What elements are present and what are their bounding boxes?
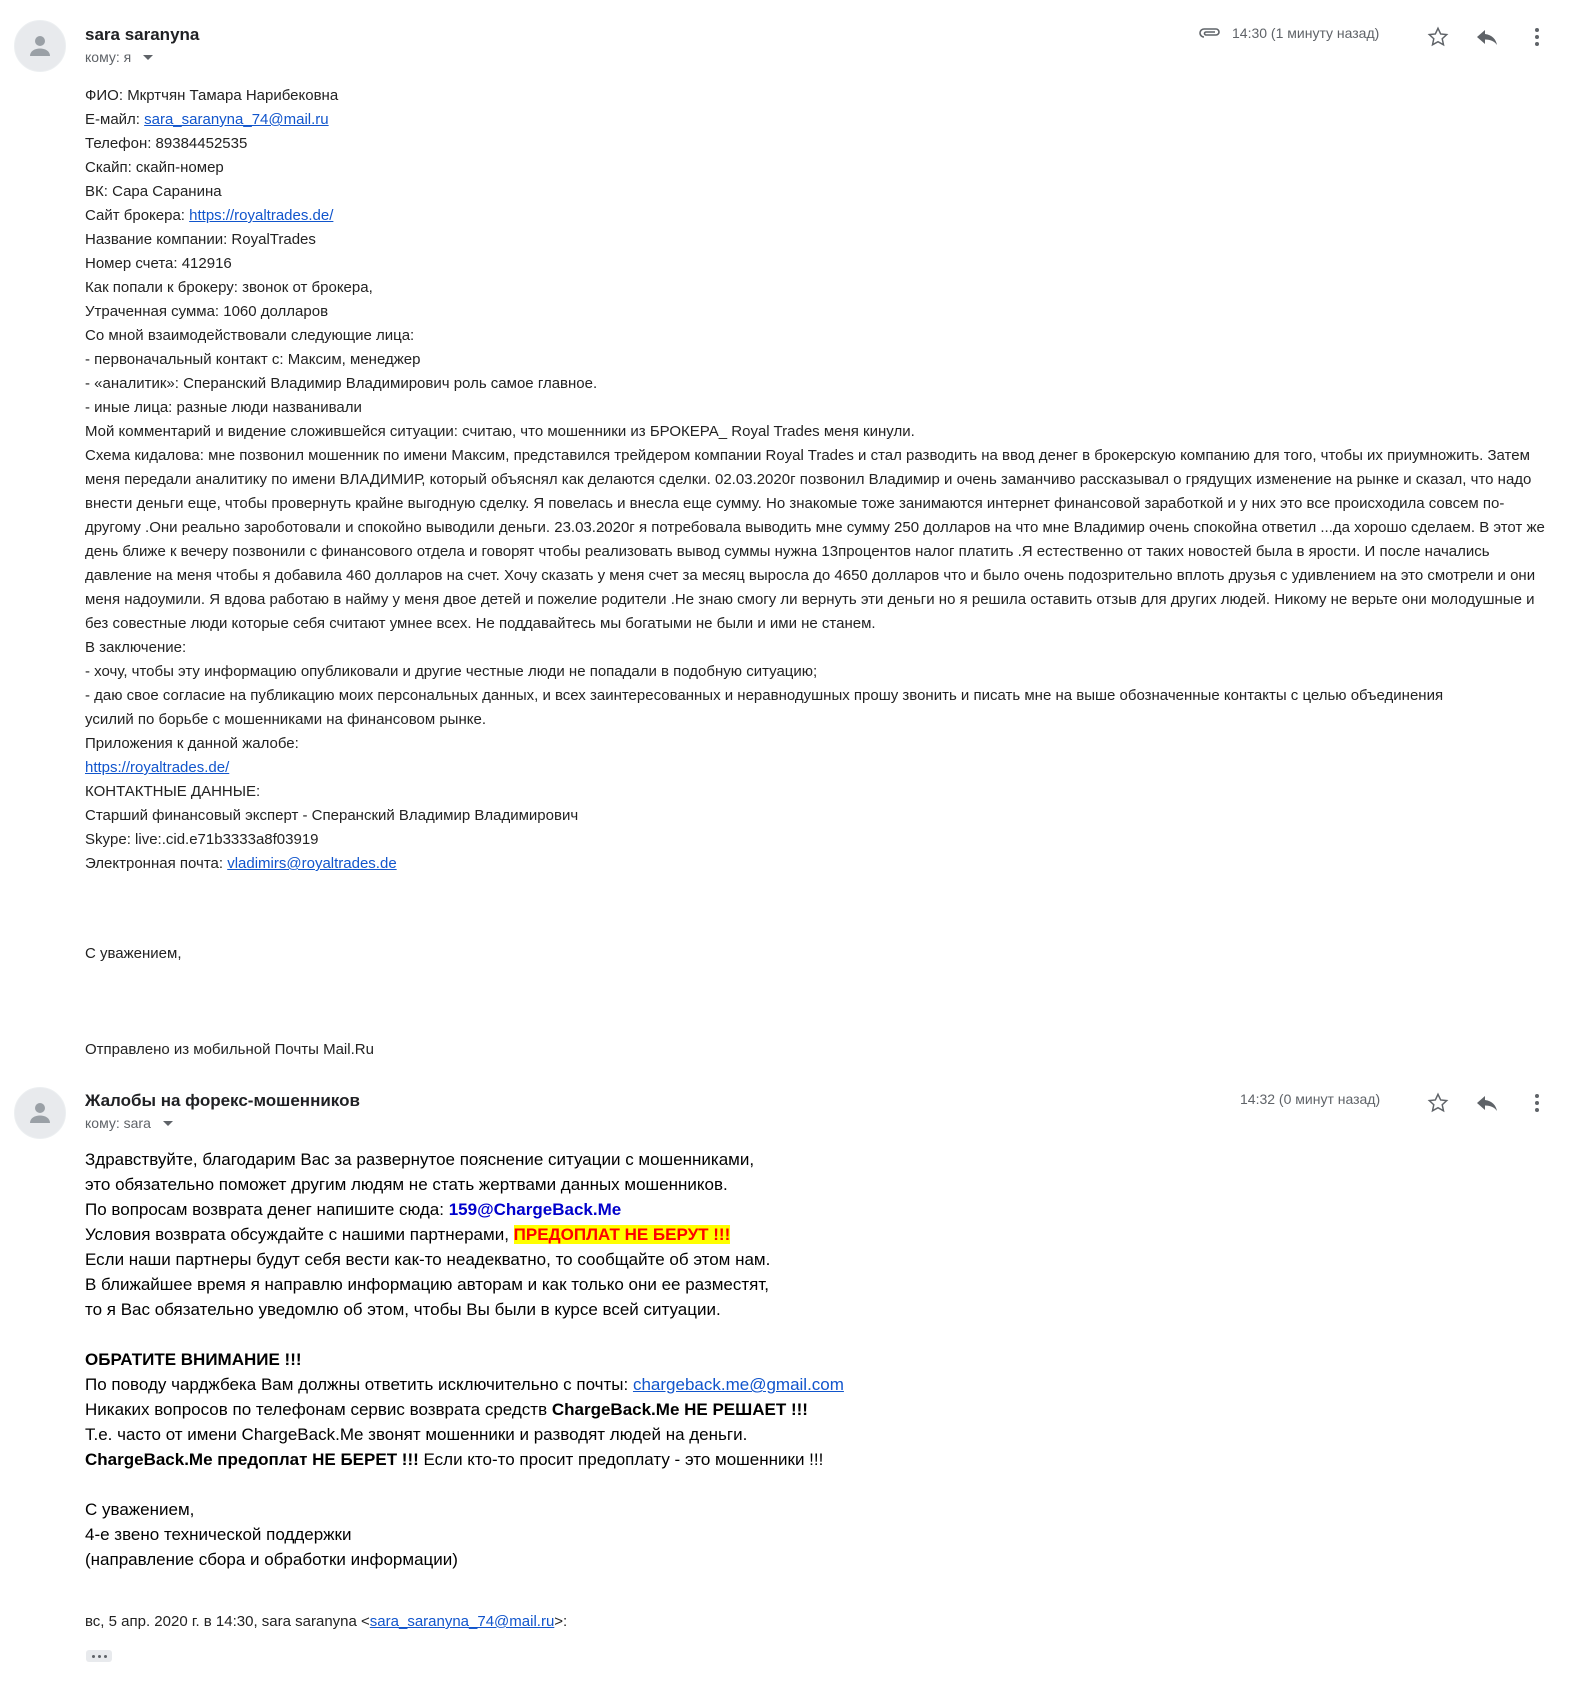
star-icon <box>1427 1092 1449 1114</box>
reply-line-7: то я Вас обязательно уведомлю об этом, чтобы Вы были в курсе всей ситуации. <box>85 1300 721 1319</box>
expert-line: Старший финансовый эксперт - Сперанский Владимир Владимирович <box>85 807 579 824</box>
message-time <box>1240 1091 1380 1107</box>
quote-prefix: вс, 5 апр. 2020 г. в 14:30, sara saranyna < <box>85 1613 370 1630</box>
sent-from-line: Отправлено из мобильной Почты Mail.Ru <box>85 1041 374 1058</box>
reply-line-8-text: По поводу чарджбека Вам должны ответить исключительно с почты: <box>85 1375 633 1394</box>
regards-line: С уважением, <box>85 1500 195 1519</box>
quote-email-link[interactable]: sara_saranyna_74@mail.ru <box>369 1613 555 1630</box>
avatar-icon <box>25 1098 55 1128</box>
attention-heading <box>85 1347 1085 1372</box>
persons-line: Со мной взаимодействовали следующие лица: <box>85 327 415 344</box>
email-label: Е-майл: <box>85 111 145 128</box>
broker-site-link[interactable]: https://royaltrades.de/ <box>189 207 334 224</box>
reply-line-9-text: Никаких вопросов по телефонам сервис возврата средств <box>85 1400 552 1419</box>
company-line: Название компании: RoyalTrades <box>85 231 316 248</box>
recipient-line[interactable] <box>85 49 153 65</box>
sender-avatar[interactable] <box>14 20 66 72</box>
email-2-label: Электронная почта: <box>85 855 228 872</box>
person-2-line: - «аналитик»: Сперанский Владимир Владимирович роль самое главное. <box>85 375 598 392</box>
reply-line-3-text: По вопросам возврата денег напишите сюда: <box>85 1200 449 1219</box>
more-options-button[interactable] <box>1524 1090 1550 1116</box>
reply-icon <box>1475 1093 1499 1113</box>
sender-avatar[interactable] <box>14 1087 66 1139</box>
dropdown-caret-icon[interactable] <box>143 55 153 60</box>
reply-line-9 <box>85 1397 1085 1422</box>
lost-amount-line: Утраченная сумма: 1060 долларов <box>85 303 329 320</box>
chargeback-email[interactable]: 159@ChargeBack.Me <box>448 1200 622 1219</box>
reply-line-11-text: Если кто-то просит предоплату - это мошенники !!! <box>418 1450 824 1469</box>
scheme-paragraph: Схема кидалова: мне позвонил мошенник по имени Максим, представился трейдером компании Royal Trades и стал разводить на ввод денег в брокерскую компанию для того, чтобы их приумножить. Затем меня передали аналитику по имени ВЛАДИМИР, который объяснял как делаются сделки. 02.03.2020г позвонил Владимир и очень заманчиво рассказывал о грядущих изменение на рынке и сказал, что надо внести деньги еще, чтобы провернуть крайне выгодную сделку. Я повелась и внесла еще сумму. Но знакомые тоже занимаются интернет финансовой заработкой и у них это все происходила совсем по-другому .Они реально зароботовали и спокойно выводили деньги. 23.03.2020г я потребовала выводить мне сумму 250 долларов на что мне Владимир очень спокойна ответил ...да хорошо сделаем. В этот же день ближе к вечеру позвонили с финансового отдела и говорят чтобы реализовать вывод суммы нужна 13процентов налог платить .Я естественно от таких новостей была в ярости. И после начались давление на меня чтобы я добавила 460 долларов на счет. Хочу сказать у меня счет за месяц выросла до 4650 долларов что и было очень подозрительно вплоть друзья с удивлением на это смотрели и они меня надоумили. Я вдова работаю в найму у меня двое детей и пожелие родители .Не знаю смогу ли вернуть эти деньги но я решила оставить отзыв для других людей. Никому не верьте они молодушные и без совестные люди которые себя считают умнее всех. Не поддавайтесь мы богатыми не были и ими не станем. <box>85 447 1545 632</box>
person-1-line: - первоначальный контакт с: Максим, менеджер <box>85 351 421 368</box>
email-2-link[interactable]: vladimirs@royaltrades.de <box>227 855 397 872</box>
attachment-link[interactable]: https://royaltrades.de/ <box>85 759 230 776</box>
reply-icon <box>1475 27 1499 47</box>
quote-suffix: >: <box>554 1613 568 1630</box>
message-2-body <box>85 1147 1085 1572</box>
attachments-line: Приложения к данной жалобе: <box>85 735 299 752</box>
reply-line-5: Если наши партнеры будут себя вести как-то неадекватно, то сообщайте об этом нам. <box>85 1250 771 1269</box>
reply-line-3 <box>85 1197 1085 1222</box>
reply-line-10: Т.е. часто от имени ChargeBack.Me звонят мошенники и разводят людей на деньги. <box>85 1425 748 1444</box>
contacts-heading: КОНТАКТНЫЕ ДАННЫЕ: <box>85 783 261 800</box>
blank-line <box>85 1322 1085 1347</box>
star-button[interactable] <box>1425 24 1451 50</box>
recipient-text: кому: sara <box>85 1115 151 1131</box>
dropdown-caret-icon[interactable] <box>163 1121 173 1126</box>
attachment-link-line <box>85 756 1545 780</box>
person-3-line: - иные лица: разные люди названивали <box>85 399 362 416</box>
reply-button[interactable] <box>1474 24 1500 50</box>
reply-button[interactable] <box>1474 1090 1500 1116</box>
regards-line: С уважением, <box>85 945 182 962</box>
signature-line-2: (направление сбора и обработки информации) <box>85 1550 458 1569</box>
message-time <box>1198 25 1379 41</box>
how-line: Как попали к брокеру: звонок от брокера, <box>85 279 373 296</box>
reply-line-11-bold: ChargeBack.Me предоплат НЕ БЕРЕТ !!! <box>85 1450 419 1469</box>
time-text: 14:30 (1 минуту назад) <box>1232 25 1380 41</box>
more-vert-icon <box>1534 27 1540 47</box>
sender-name[interactable]: sara saranyna <box>85 25 200 44</box>
more-options-button[interactable] <box>1524 24 1550 50</box>
highlight-warning: ПРЕДОПЛАТ НЕ БЕРУТ !!! <box>513 1225 731 1244</box>
email-line <box>85 108 1545 132</box>
reply-line-6: В ближайшее время я направлю информацию авторам и как только они ее разместят, <box>85 1275 770 1294</box>
attachment-icon <box>1198 26 1222 40</box>
quote-header <box>85 1613 567 1630</box>
reply-line-2: это обязательно поможет другим людям не стать жертвами данных мошенников. <box>85 1175 728 1194</box>
time-text: 14:32 (0 минут назад) <box>1240 1091 1381 1107</box>
recipient-line[interactable] <box>85 1115 173 1131</box>
more-vert-icon <box>1534 1093 1540 1113</box>
email-link[interactable]: sara_saranyna_74@mail.ru <box>144 111 329 128</box>
phone-line: Телефон: 89384452535 <box>85 135 248 152</box>
conclusion-2-paragraph: - даю свое согласие на публикацию моих персональных данных, и всех заинтересованных и неравнодушных прошу звонить и писать мне на выше обозначенные контакты с целью объединения усилий по борьбе с мошенниками на финансовом рынке. <box>85 687 1444 728</box>
email-2-line <box>85 852 1545 876</box>
conclusion-line: В заключение: <box>85 639 187 656</box>
reply-line-8 <box>85 1372 1085 1397</box>
show-trimmed-content-icon[interactable] <box>86 1650 112 1662</box>
avatar-icon <box>25 31 55 61</box>
reply-line-4 <box>85 1222 1085 1247</box>
fio-line: ФИО: Мкртчян Тамара Нарибековна <box>85 87 339 104</box>
skype-line: Скайп: скайп-номер <box>85 159 224 176</box>
reply-line-11 <box>85 1447 1085 1472</box>
reply-line-9-bold: ChargeBack.Me НЕ РЕШАЕТ !!! <box>551 1400 808 1419</box>
broker-site-label: Сайт брокера: <box>85 207 190 224</box>
broker-site-line <box>85 204 1545 228</box>
account-line: Номер счета: 412916 <box>85 255 232 272</box>
comment-line: Мой комментарий и видение сложившейся ситуации: считаю, что мошенники из БРОКЕРА_ Royal Trades меня кинули. <box>85 423 915 440</box>
signature-line-1: 4-е звено технической поддержки <box>85 1525 352 1544</box>
conclusion-1-line: - хочу, чтобы эту информацию опубликовали и другие честные люди не попадали в подобную ситуацию; <box>85 663 818 680</box>
star-icon <box>1427 26 1449 48</box>
reply-line-1: Здравствуйте, благодарим Вас за развернутое пояснение ситуации с мошенниками, <box>85 1150 755 1169</box>
blank-line <box>85 1472 1085 1497</box>
sender-name[interactable]: Жалобы на форекс-мошенников <box>85 1091 360 1110</box>
vk-line: ВК: Сара Саранина <box>85 183 222 200</box>
star-button[interactable] <box>1425 1090 1451 1116</box>
reply-line-4-text: Условия возврата обсуждайте с нашими партнерами, <box>85 1225 514 1244</box>
skype-2-line: Skype: live:.cid.e71b3333a8f03919 <box>85 831 319 848</box>
attention-text: ОБРАТИТЕ ВНИМАНИЕ !!! <box>85 1350 302 1369</box>
message-1-body <box>85 84 1545 876</box>
chargeback-gmail-link[interactable]: chargeback.me@gmail.com <box>632 1375 844 1394</box>
recipient-text: кому: я <box>85 49 132 65</box>
